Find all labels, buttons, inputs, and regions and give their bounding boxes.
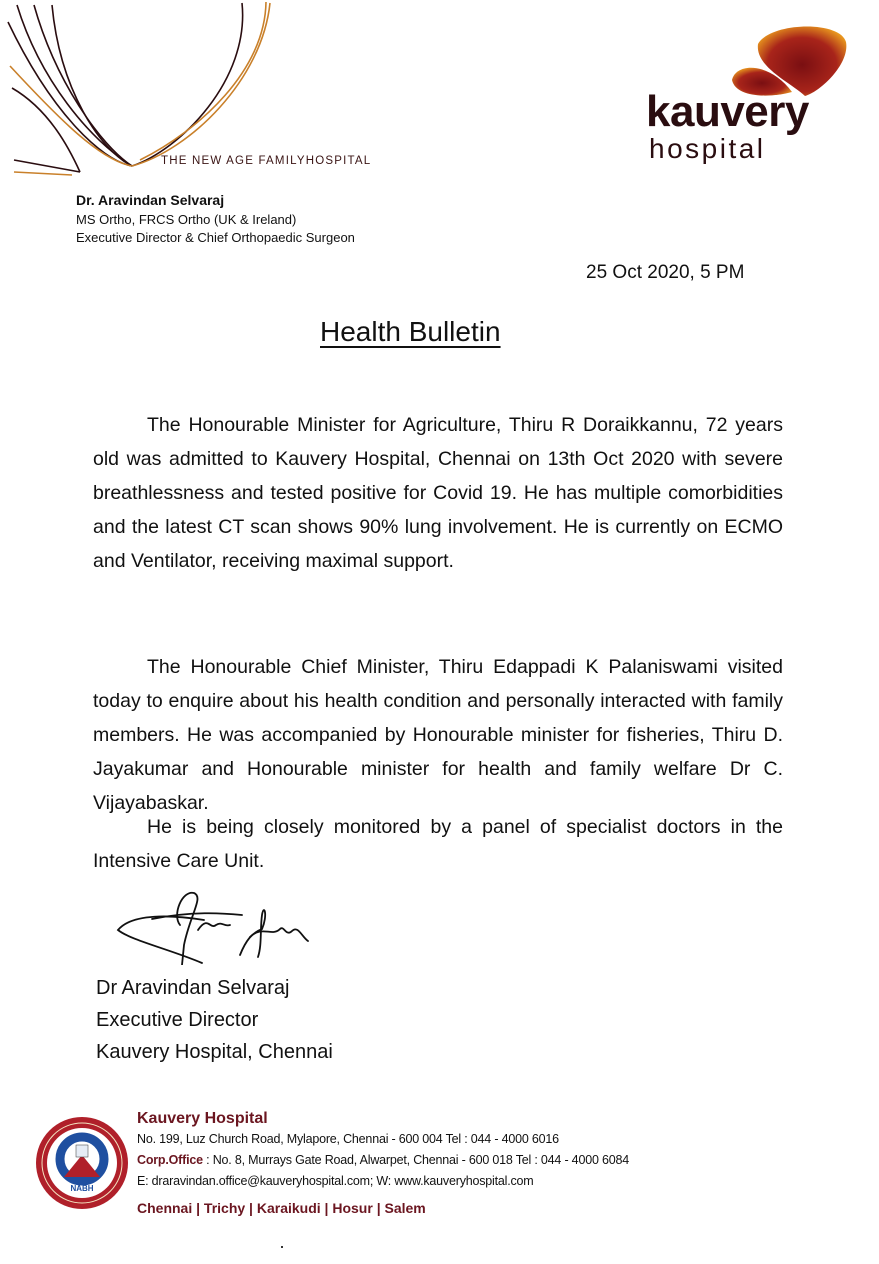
doctor-role: Executive Director & Chief Orthopaedic Surgeon xyxy=(76,230,355,245)
bulletin-date: 25 Oct 2020, 5 PM xyxy=(586,262,745,283)
logo-wordmark: kauvery xyxy=(646,87,809,136)
corp-office-address: : No. 8, Murrays Gate Road, Alwarpet, Chennai - 600 018 Tel : 044 - 4000 6084 xyxy=(202,1153,629,1167)
nabh-seal-icon xyxy=(34,1115,130,1211)
signatory-org: Kauvery Hospital, Chennai xyxy=(96,1041,333,1063)
footer-address: No. 199, Luz Church Road, Mylapore, Chennai - 600 004 Tel : 044 - 4000 6016 xyxy=(137,1132,559,1146)
paragraph-text: The Honourable Chief Minister, Thiru Edappadi K Palaniswami visited today to enquire about his health condition and personally interacted with family members. He was accompanied by Honourable minister for fisheries, Thiru D. Jayakumar and Honourable minister for health and family welfare Dr C. Vijayabaskar. xyxy=(93,656,783,814)
svg-text:NABH: NABH xyxy=(70,1184,94,1193)
corp-office-label: Corp.Office xyxy=(137,1153,203,1167)
doctor-qualifications: MS Ortho, FRCS Ortho (UK & Ireland) xyxy=(76,212,297,227)
signatory-name: Dr Aravindan Selvaraj xyxy=(96,977,290,999)
footer-hospital-name: Kauvery Hospital xyxy=(137,1110,268,1127)
hospital-tagline: THE NEW AGE FAMILYHOSPITAL xyxy=(161,155,372,167)
paragraph-monitoring xyxy=(93,810,783,878)
footer-contact: E: draravindan.office@kauveryhospital.com; W: www.kauveryhospital.com xyxy=(137,1174,534,1188)
footer-cities: Chennai | Trichy | Karaikudi | Hosur | Salem xyxy=(137,1200,426,1216)
paragraph-cm-visit xyxy=(93,650,783,820)
footer-corp-office xyxy=(137,1153,629,1167)
doctor-name: Dr. Aravindan Selvaraj xyxy=(76,192,225,208)
bulletin-title: Health Bulletin xyxy=(320,316,501,347)
paragraph-text: He is being closely monitored by a panel of specialist doctors in the Intensive Care Unit. xyxy=(93,816,783,872)
logo-subtitle: hospital xyxy=(649,133,766,164)
signature-icon xyxy=(112,885,332,965)
signatory-title: Executive Director xyxy=(96,1009,259,1031)
scan-speck xyxy=(281,1246,283,1248)
paragraph-text: The Honourable Minister for Agriculture, Thiru R Doraikkannu, 72 years old was admitted to Kauvery Hospital, Chennai on 13th Oct 2020 with severe breathlessness and tested positive for Covid 19. He has multiple comorbidities and the latest CT scan shows 90% lung involvement. He is currently on ECMO and Ventilator, receiving maximal support. xyxy=(93,414,783,572)
swoosh-graphic-icon xyxy=(0,0,290,180)
paragraph-admission xyxy=(93,408,783,578)
